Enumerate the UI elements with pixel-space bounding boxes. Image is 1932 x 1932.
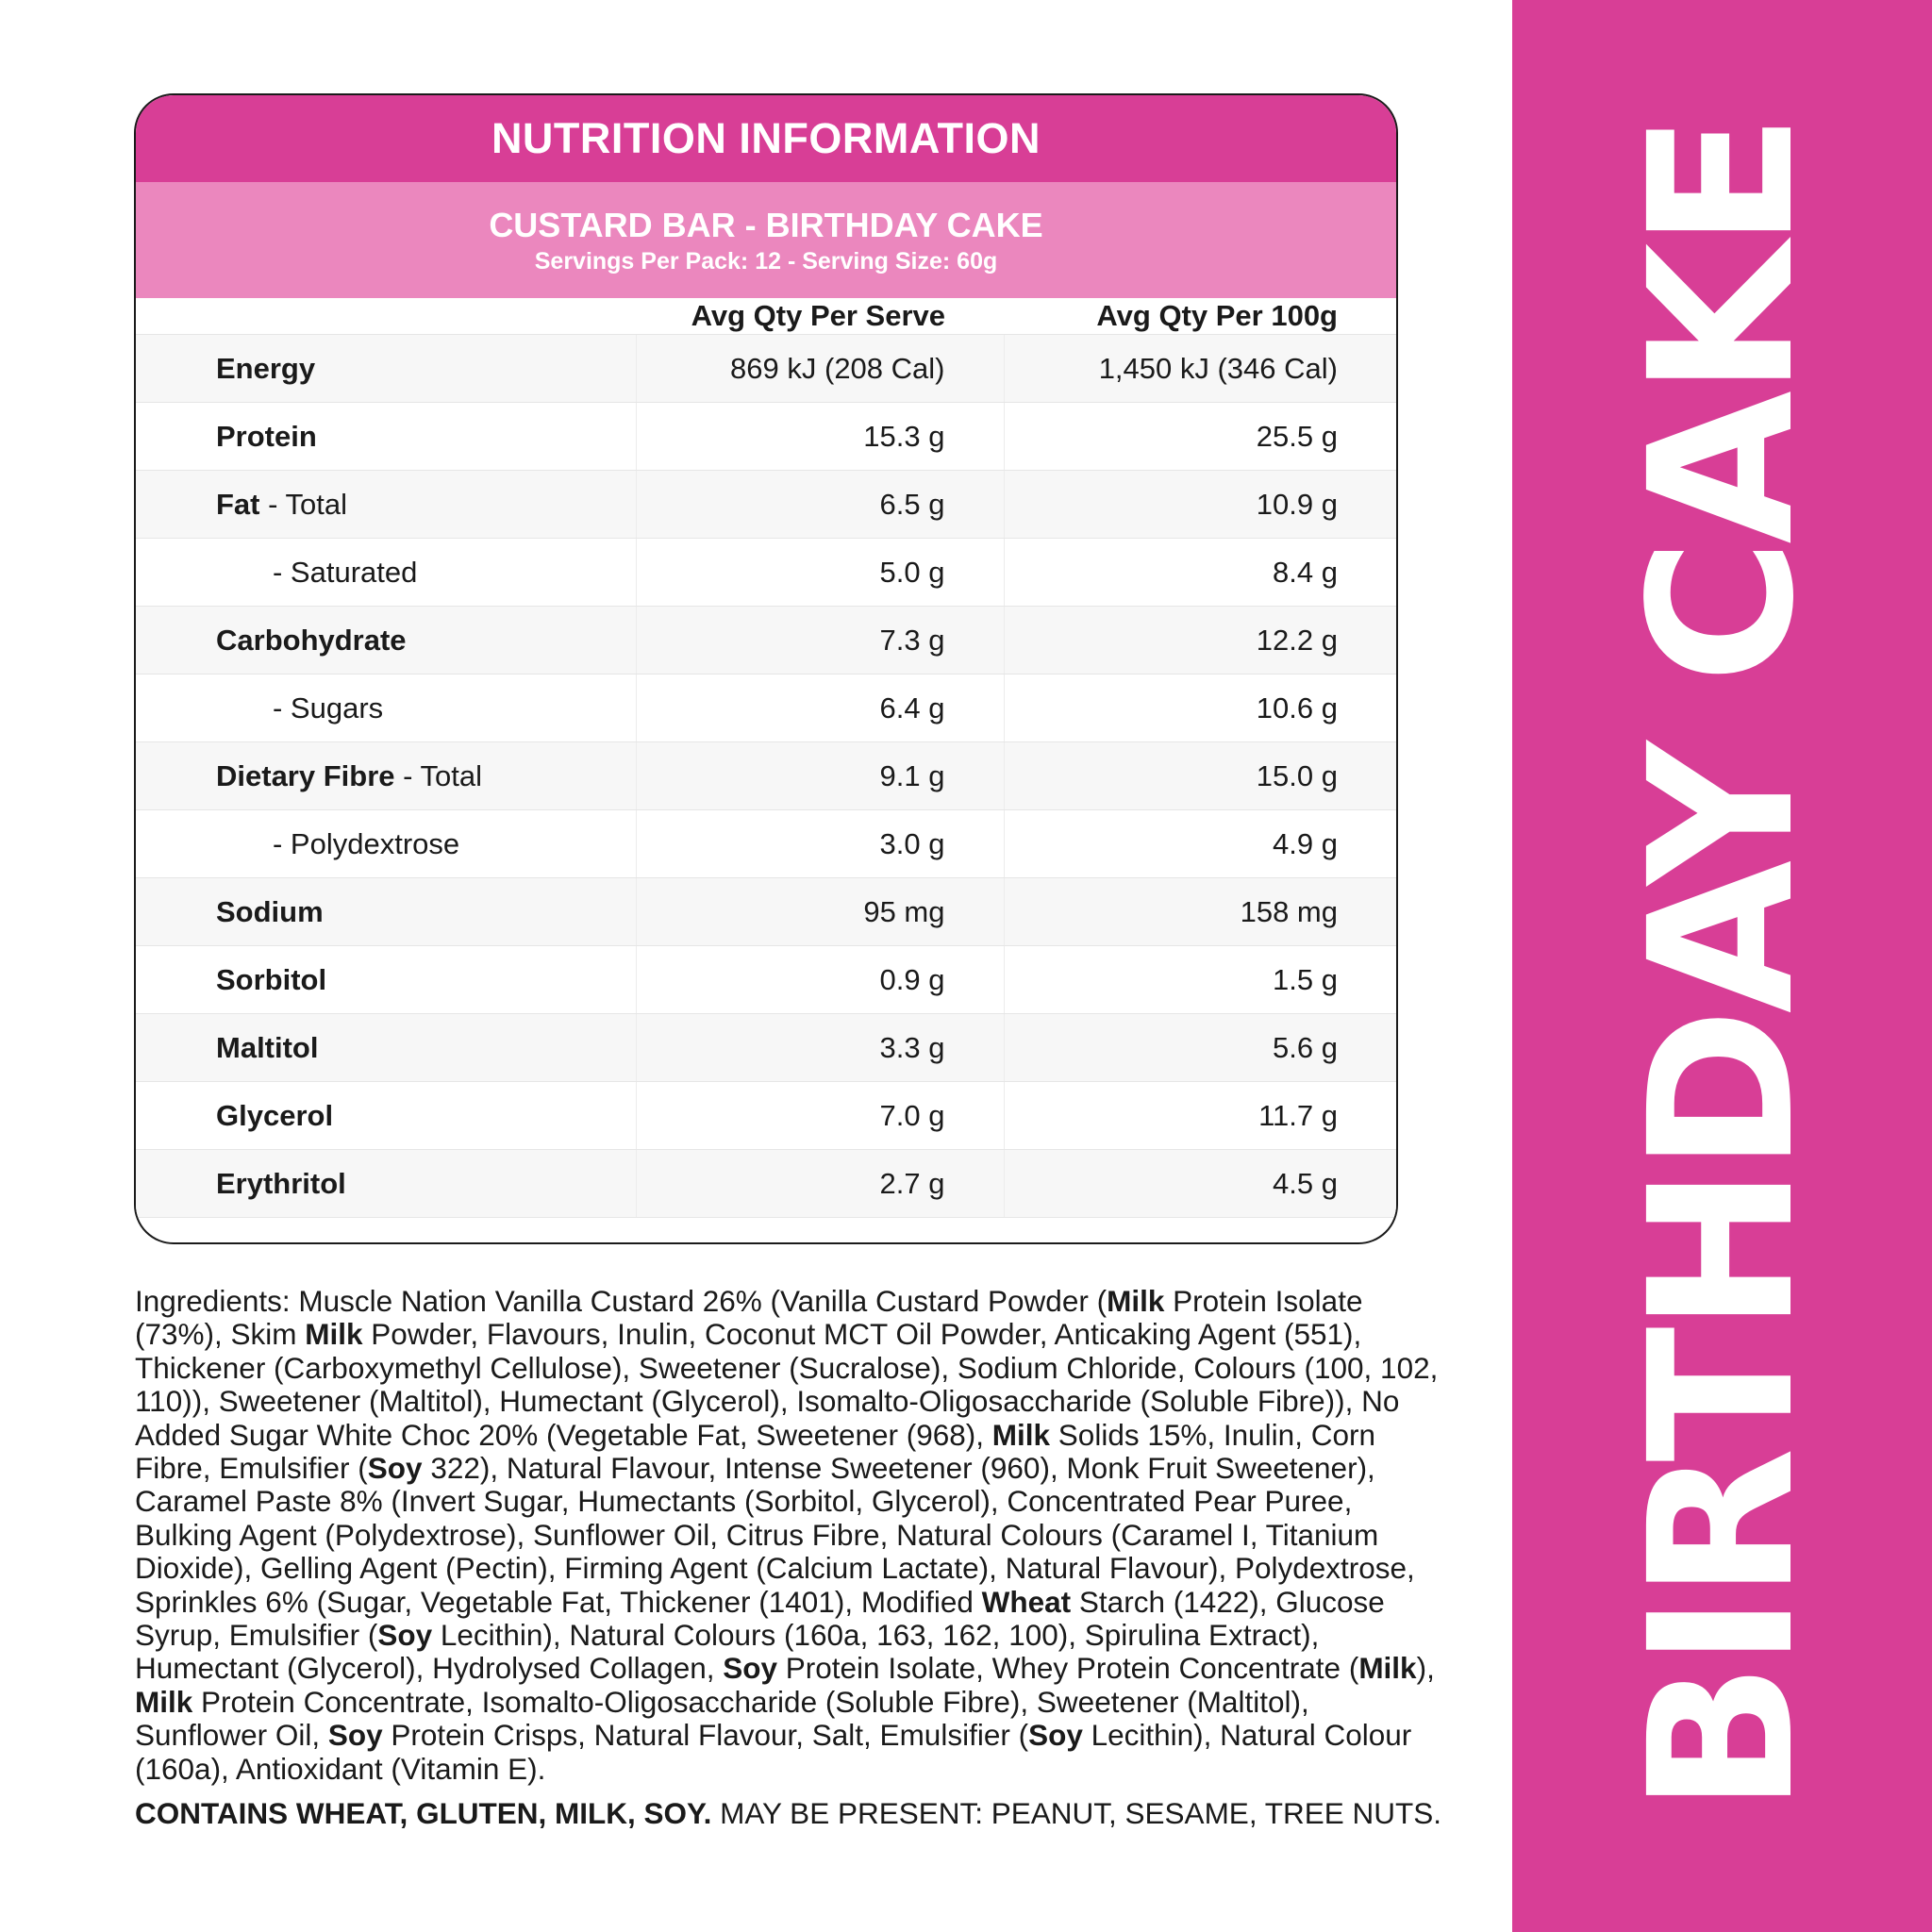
nutrient-label: Carbohydrate bbox=[216, 623, 407, 657]
table-row bbox=[136, 335, 1396, 403]
value-per-100g: 25.5 g bbox=[1004, 403, 1396, 471]
nutrient-label: Sodium bbox=[216, 894, 324, 928]
table-row bbox=[136, 539, 1396, 607]
value-per-100g: 10.6 g bbox=[1004, 675, 1396, 742]
table-row bbox=[136, 1014, 1396, 1082]
header-blank bbox=[136, 298, 636, 335]
nutrient-name bbox=[136, 810, 636, 878]
table-header-row bbox=[136, 298, 1396, 335]
nutrient-label: Sorbitol bbox=[216, 962, 327, 996]
ingredients-segment: Lecithin), Natural Colours (160a, 163, 162, 100), Spirulina Extract), Humectant (Glycerol), Hydrolysed Collagen, bbox=[135, 1618, 1320, 1686]
nutrient-name bbox=[136, 675, 636, 742]
ingredients-segment: Solids 15%, Inulin, Corn Fibre, Emulsifier ( bbox=[135, 1417, 1375, 1486]
header-per-100g: Avg Qty Per 100g bbox=[1004, 298, 1396, 335]
allergen-word: Soy bbox=[327, 1718, 383, 1753]
value-per-serve: 869 kJ (208 Cal) bbox=[636, 335, 1004, 403]
ingredients-segment: Protein Concentrate, Isomalto-Oligosaccharide (Soluble Fibre), Sweetener (Maltitol), Sunflower Oil, bbox=[135, 1684, 1309, 1753]
allergen-word: Milk bbox=[991, 1417, 1051, 1452]
allergen-word: Milk bbox=[305, 1317, 363, 1352]
nutrient-label: Maltitol bbox=[216, 1030, 319, 1064]
allergen-word: Milk bbox=[1358, 1651, 1417, 1686]
nutrient-label: - Polydextrose bbox=[273, 826, 460, 860]
ingredients-segment: Starch (1422), Glucose Syrup, Emulsifier ( bbox=[135, 1584, 1385, 1653]
nutrient-name bbox=[136, 403, 636, 471]
table-row bbox=[136, 742, 1396, 810]
nutrition-table bbox=[136, 298, 1396, 1218]
table-row bbox=[136, 810, 1396, 878]
nutrient-label: Dietary Fibre bbox=[216, 758, 395, 792]
value-per-100g: 15.0 g bbox=[1004, 742, 1396, 810]
nutrition-rows bbox=[136, 335, 1396, 1218]
nutrient-label: Fat bbox=[216, 487, 260, 521]
ingredients-segment: Powder, Flavours, Inulin, Coconut MCT Oil Powder, Anticaking Agent (551), Thickener (Carboxymethyl Cellulose), Sweetener (Sucralose), Sodium Chloride, Colours (100, 102, 110)), Sweetener (Maltitol), Humectant (Glycerol), Isomalto-Oligosaccharide (Soluble Fibre)), No Added Sugar White Choc 20% (Vegetable Fat, Sweetener (968), bbox=[135, 1317, 1439, 1452]
value-per-serve: 95 mg bbox=[636, 878, 1004, 946]
nutrient-qualifier: - Total bbox=[394, 758, 482, 792]
nutrient-name bbox=[136, 742, 636, 810]
value-per-serve: 6.5 g bbox=[636, 471, 1004, 539]
allergen-contains: CONTAINS WHEAT, GLUTEN, MILK, SOY. bbox=[135, 1796, 712, 1831]
nutrient-label: Erythritol bbox=[216, 1166, 346, 1200]
allergen-word: Soy bbox=[723, 1651, 778, 1686]
servings-info: Servings Per Pack: 12 - Serving Size: 60g bbox=[534, 247, 998, 275]
nutrient-name bbox=[136, 1082, 636, 1150]
nutrient-label: Glycerol bbox=[216, 1098, 334, 1132]
value-per-100g: 4.5 g bbox=[1004, 1150, 1396, 1218]
ingredients-text bbox=[135, 1285, 1446, 1786]
panel-title: NUTRITION INFORMATION bbox=[136, 95, 1396, 182]
value-per-100g: 4.9 g bbox=[1004, 810, 1396, 878]
nutrient-name bbox=[136, 878, 636, 946]
ingredients-segment: ), bbox=[1416, 1651, 1435, 1686]
allergen-word: Soy bbox=[1028, 1718, 1083, 1753]
value-per-serve: 0.9 g bbox=[636, 946, 1004, 1014]
value-per-serve: 5.0 g bbox=[636, 539, 1004, 607]
flavour-title: BIRTHDAY CAKE bbox=[1606, 118, 1838, 1814]
table-row bbox=[136, 471, 1396, 539]
allergen-word: Milk bbox=[1107, 1284, 1165, 1318]
nutrient-name bbox=[136, 1014, 636, 1082]
product-header bbox=[136, 182, 1396, 298]
nutrient-label: - Sugars bbox=[273, 691, 384, 724]
value-per-100g: 5.6 g bbox=[1004, 1014, 1396, 1082]
nutrient-name bbox=[136, 335, 636, 403]
table-row bbox=[136, 1150, 1396, 1218]
allergen-word: Wheat bbox=[981, 1584, 1072, 1619]
value-per-serve: 6.4 g bbox=[636, 675, 1004, 742]
table-row bbox=[136, 403, 1396, 471]
table-row bbox=[136, 675, 1396, 742]
value-per-100g: 11.7 g bbox=[1004, 1082, 1396, 1150]
product-name: CUSTARD BAR - BIRTHDAY CAKE bbox=[489, 205, 1043, 244]
value-per-serve: 3.3 g bbox=[636, 1014, 1004, 1082]
value-per-serve: 3.0 g bbox=[636, 810, 1004, 878]
allergen-word: Soy bbox=[377, 1618, 433, 1653]
value-per-100g: 1,450 kJ (346 Cal) bbox=[1004, 335, 1396, 403]
nutrient-name bbox=[136, 1150, 636, 1218]
ingredients-segment: Protein Isolate, Whey Protein Concentrate ( bbox=[777, 1651, 1359, 1686]
table-row bbox=[136, 607, 1396, 675]
table-row bbox=[136, 1082, 1396, 1150]
value-per-100g: 10.9 g bbox=[1004, 471, 1396, 539]
nutrient-name bbox=[136, 607, 636, 675]
value-per-100g: 12.2 g bbox=[1004, 607, 1396, 675]
table-row bbox=[136, 878, 1396, 946]
value-per-100g: 1.5 g bbox=[1004, 946, 1396, 1014]
allergen-statement bbox=[135, 1797, 1446, 1830]
header-per-serve: Avg Qty Per Serve bbox=[636, 298, 1004, 335]
value-per-serve: 2.7 g bbox=[636, 1150, 1004, 1218]
ingredients-segment: Protein Crisps, Natural Flavour, Salt, Emulsifier ( bbox=[382, 1718, 1029, 1753]
nutrient-label: Energy bbox=[216, 351, 316, 385]
allergen-may-contain: MAY BE PRESENT: PEANUT, SESAME, TREE NUTS. bbox=[711, 1796, 1442, 1831]
value-per-serve: 7.0 g bbox=[636, 1082, 1004, 1150]
allergen-word: Milk bbox=[135, 1684, 193, 1719]
nutrient-name bbox=[136, 471, 636, 539]
nutrition-panel bbox=[134, 93, 1398, 1244]
nutrient-label: Protein bbox=[216, 419, 317, 453]
nutrient-qualifier: - Total bbox=[259, 487, 347, 521]
nutrient-name bbox=[136, 946, 636, 1014]
nutrient-name bbox=[136, 539, 636, 607]
ingredients-segment: 322), Natural Flavour, Intense Sweetener (960), Monk Fruit Sweetener), Caramel Paste 8% (Invert Sugar, Humectants (Sorbitol, Glycerol), Concentrated Pear Puree, Bulking Agent (Polydextrose), Sunflower Oil, Citrus Fibre, Natural Colours (Caramel I, Titanium Dioxide), Gelling Agent (Pectin), Firming Agent (Calcium Lactate), Natural Flavour), Polydextrose, Sprinkles 6% (Sugar, Vegetable Fat, Thickener (1401), Modified bbox=[135, 1451, 1415, 1619]
value-per-serve: 9.1 g bbox=[636, 742, 1004, 810]
value-per-100g: 158 mg bbox=[1004, 878, 1396, 946]
value-per-serve: 15.3 g bbox=[636, 403, 1004, 471]
nutrient-label: - Saturated bbox=[273, 555, 418, 589]
ingredients-segment: Ingredients: Muscle Nation Vanilla Custard 26% (Vanilla Custard Powder ( bbox=[135, 1284, 1108, 1318]
flavour-side-band bbox=[1512, 0, 1932, 1932]
table-row bbox=[136, 946, 1396, 1014]
ingredients-section bbox=[135, 1285, 1446, 1831]
value-per-100g: 8.4 g bbox=[1004, 539, 1396, 607]
value-per-serve: 7.3 g bbox=[636, 607, 1004, 675]
ingredients-segment: Protein Isolate (73%), Skim bbox=[135, 1284, 1363, 1352]
allergen-word: Soy bbox=[367, 1451, 423, 1486]
ingredients-segment: Lecithin), Natural Colour (160a), Antioxidant (Vitamin E). bbox=[135, 1718, 1412, 1786]
